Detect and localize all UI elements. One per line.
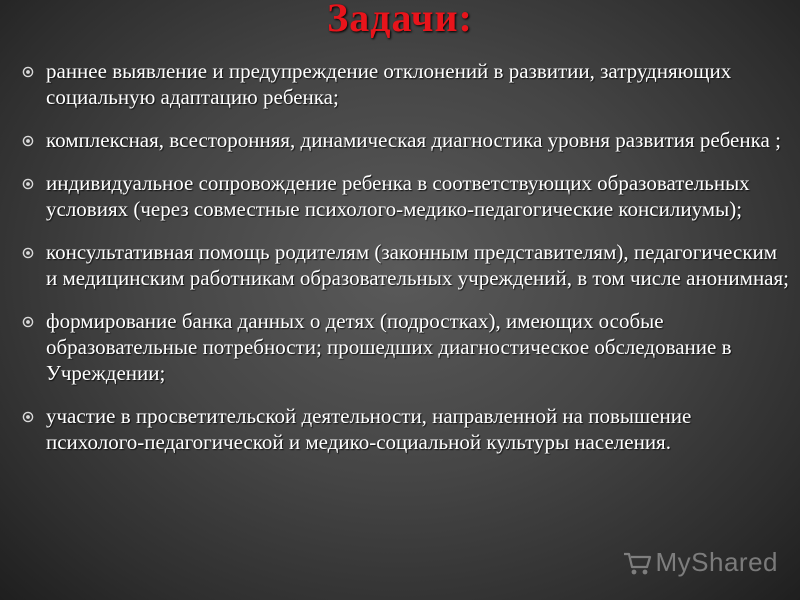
list-item: [22, 170, 792, 222]
bullet-list: [22, 58, 792, 455]
circle-dot-icon: [22, 247, 34, 259]
bullet-text: индивидуальное сопровождение ребенка в соответствующих образовательных условиях (через совместные психолого-медико-педагогические консилиумы);: [46, 171, 750, 221]
list-item: [22, 127, 792, 153]
cart-icon: [622, 549, 652, 577]
list-item: [22, 58, 792, 110]
list-item: [22, 239, 792, 291]
circle-dot-icon: [22, 316, 34, 328]
circle-dot-icon: [22, 178, 34, 190]
watermark: [622, 547, 779, 578]
bullet-text: раннее выявление и предупреждение отклонений в развитии, затрудняющих социальную адаптацию ребенка;: [46, 59, 732, 109]
bullet-text: формирование банка данных о детях (подростках), имеющих особые образовательные потребности; прошедших диагностическое обследование в Учреждении;: [46, 309, 732, 385]
circle-dot-icon: [22, 135, 34, 147]
circle-dot-icon: [22, 411, 34, 423]
circle-dot-icon: [22, 66, 34, 78]
bullet-text: комплексная, всесторонняя, динамическая диагностика уровня развития ребенка ;: [46, 128, 781, 152]
bullet-text: консультативная помощь родителям (законным представителям), педагогическим и медицинским работникам образовательных учреждений, в том числе анонимная;: [46, 240, 789, 290]
slide-title: Задачи:: [327, 0, 473, 40]
list-item: [22, 308, 792, 386]
bullet-text: участие в просветительской деятельности, направленной на повышение психолого-педагогической и медико-социальной культуры населения.: [46, 404, 692, 454]
list-item: [22, 403, 792, 455]
watermark-text: MyShared: [655, 547, 778, 577]
